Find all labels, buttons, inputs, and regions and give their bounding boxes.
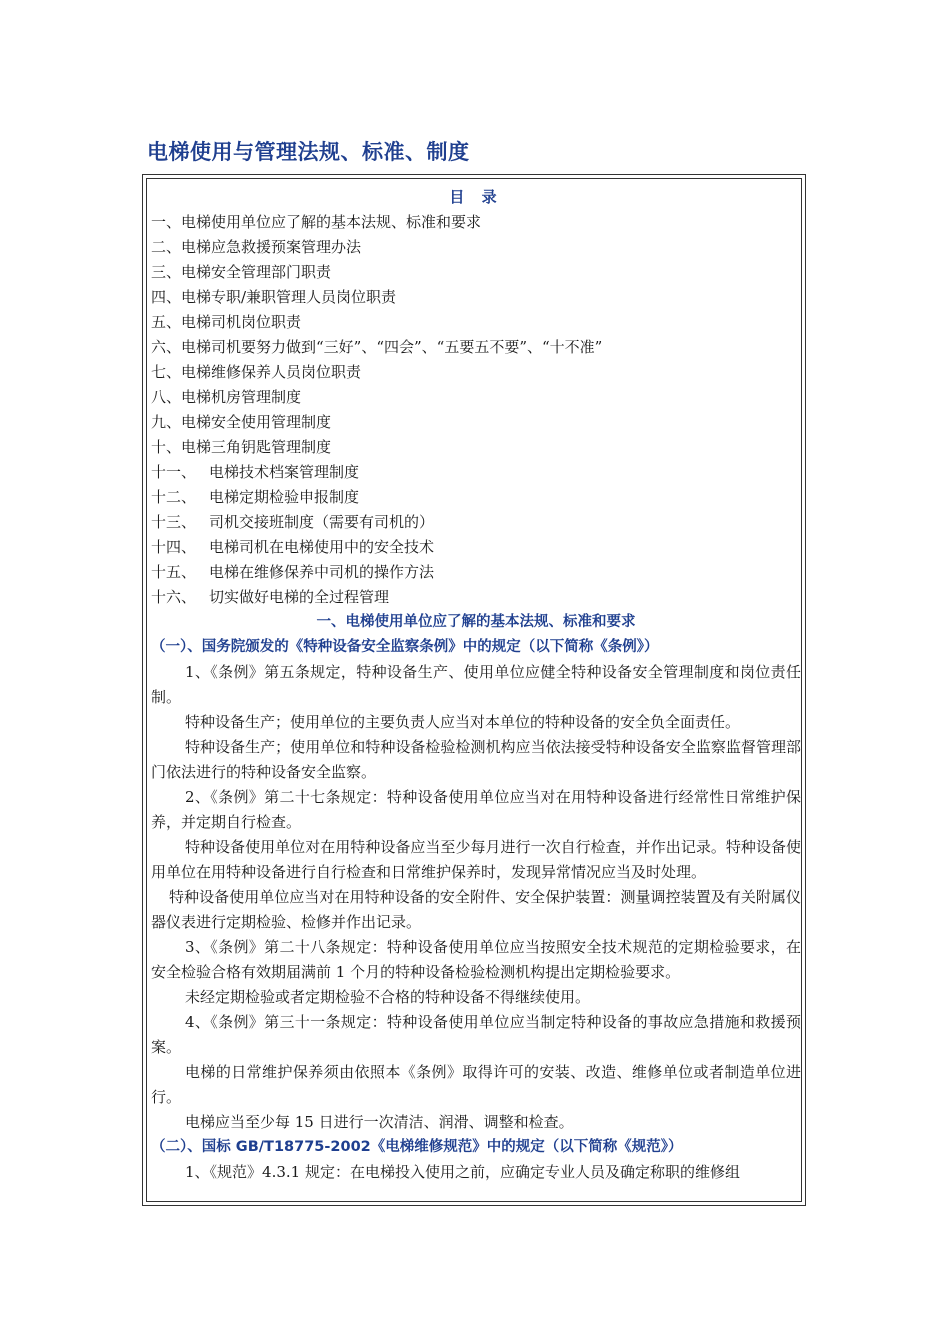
toc-item-number: 十五、: [151, 563, 197, 581]
toc-item-text: 十、电梯三角钥匙管理制度: [151, 438, 332, 456]
toc-item-number: 十三、: [151, 513, 197, 531]
toc-item: [151, 560, 801, 585]
toc-item-text: 三、电梯安全管理部门职责: [151, 263, 332, 281]
paragraph: 特种设备使用单位对在用特种设备应当至少每月进行一次自行检查，并作出记录。特种设备使用单位在用特种设备进行自行检查和日常维护保养时，发现异常情况应当及时处理。: [151, 838, 801, 881]
paragraph: 1、《条例》第五条规定，特种设备生产、使用单位应健全特种设备安全管理制度和岗位责任制。: [151, 663, 801, 706]
paragraph: 特种设备生产；使用单位和特种设备检验检测机构应当依法接受特种设备安全监察监督管理部门依法进行的特种设备安全监察。: [151, 738, 801, 781]
toc-list: [151, 210, 801, 610]
toc-item-number: 十四、: [151, 538, 197, 556]
toc-item: [151, 335, 801, 360]
toc-item-text: 切实做好电梯的全过程管理: [209, 588, 390, 606]
toc-item: [151, 260, 801, 285]
toc-item-text: 七、电梯维修保养人员岗位职责: [151, 363, 362, 381]
toc-item: [151, 410, 801, 435]
toc-item-text: 八、电梯机房管理制度: [151, 388, 302, 406]
toc-item-text: 电梯定期检验申报制度: [209, 488, 360, 506]
toc-item-number: 十六、: [151, 588, 197, 606]
page-title: 电梯使用与管理法规、标准、制度: [147, 140, 470, 164]
paragraph: 电梯应当至少每 15 日进行一次清洁、润滑、调整和检查。: [185, 1113, 574, 1131]
toc-item: [151, 585, 801, 610]
toc-item-text: 一、电梯使用单位应了解的基本法规、标准和要求: [151, 213, 482, 231]
toc-item: [151, 210, 801, 235]
toc-item: [151, 460, 801, 485]
toc-item-number: 十一、: [151, 463, 197, 481]
toc-item-text: 电梯司机在电梯使用中的安全技术: [209, 538, 435, 556]
subsection-heading: （二）、国标 GB/T18775-2002《电梯维修规范》中的规定（以下简称《规范》）: [151, 1139, 683, 1155]
toc-item: [151, 485, 801, 510]
paragraph: 1、《规范》4.3.1 规定：在电梯投入使用之前，应确定专业人员及确定称职的维修组: [185, 1163, 740, 1181]
paragraph: 电梯的日常维护保养须由依照本《条例》取得许可的安装、改造、维修单位或者制造单位进行。: [151, 1063, 801, 1106]
toc-item-text: 九、电梯安全使用管理制度: [151, 413, 332, 431]
toc-item-text: 四、电梯专职/兼职管理人员岗位职责: [151, 288, 397, 306]
paragraph: 特种设备使用单位应当对在用特种设备的安全附件、安全保护装置：测量调控装置及有关附属仪器仪表进行定期检验、检修并作出记录。: [151, 888, 801, 931]
section-heading: 一、电梯使用单位应了解的基本法规、标准和要求: [316, 614, 636, 630]
toc-item: [151, 235, 801, 260]
toc-item: [151, 510, 801, 535]
content-table: [142, 174, 806, 1206]
toc-item-text: 五、电梯司机岗位职责: [151, 313, 302, 331]
content-cell: [146, 178, 802, 1202]
toc-item: [151, 360, 801, 385]
toc-item-text: 六、电梯司机要努力做到“三好”、“四会”、“五要五不要”、“十不准”: [151, 338, 603, 356]
paragraph: 2、《条例》第二十七条规定：特种设备使用单位应当对在用特种设备进行经常性日常维护保养，并定期自行检查。: [151, 788, 801, 831]
toc-item: [151, 435, 801, 460]
toc-item: [151, 310, 801, 335]
paragraph: 未经定期检验或者定期检验不合格的特种设备不得继续使用。: [185, 988, 591, 1006]
toc-item: [151, 385, 801, 410]
toc-item-text: 二、电梯应急救援预案管理办法: [151, 238, 362, 256]
paragraph: 4、《条例》第三十一条规定：特种设备使用单位应当制定特种设备的事故应急措施和救援预案。: [151, 1013, 801, 1056]
toc-item-text: 司机交接班制度（需要有司机的）: [209, 513, 435, 531]
toc-item: [151, 535, 801, 560]
toc-item: [151, 285, 801, 310]
toc-heading: 目 录: [449, 188, 503, 206]
toc-item-text: 电梯技术档案管理制度: [209, 463, 360, 481]
subsection-heading: （一）、国务院颁发的《特种设备安全监察条例》中的规定（以下简称《条例》）: [151, 639, 659, 655]
document-body: [151, 185, 801, 1185]
toc-item-text: 电梯在维修保养中司机的操作方法: [209, 563, 435, 581]
paragraph: 3、《条例》第二十八条规定：特种设备使用单位应当按照安全技术规范的定期检验要求，在安全检验合格有效期届满前 1 个月的特种设备检验检测机构提出定期检验要求。: [151, 938, 801, 981]
toc-item-number: 十二、: [151, 488, 197, 506]
paragraph: 特种设备生产；使用单位的主要负责人应当对本单位的特种设备的安全负全面责任。: [185, 713, 741, 731]
